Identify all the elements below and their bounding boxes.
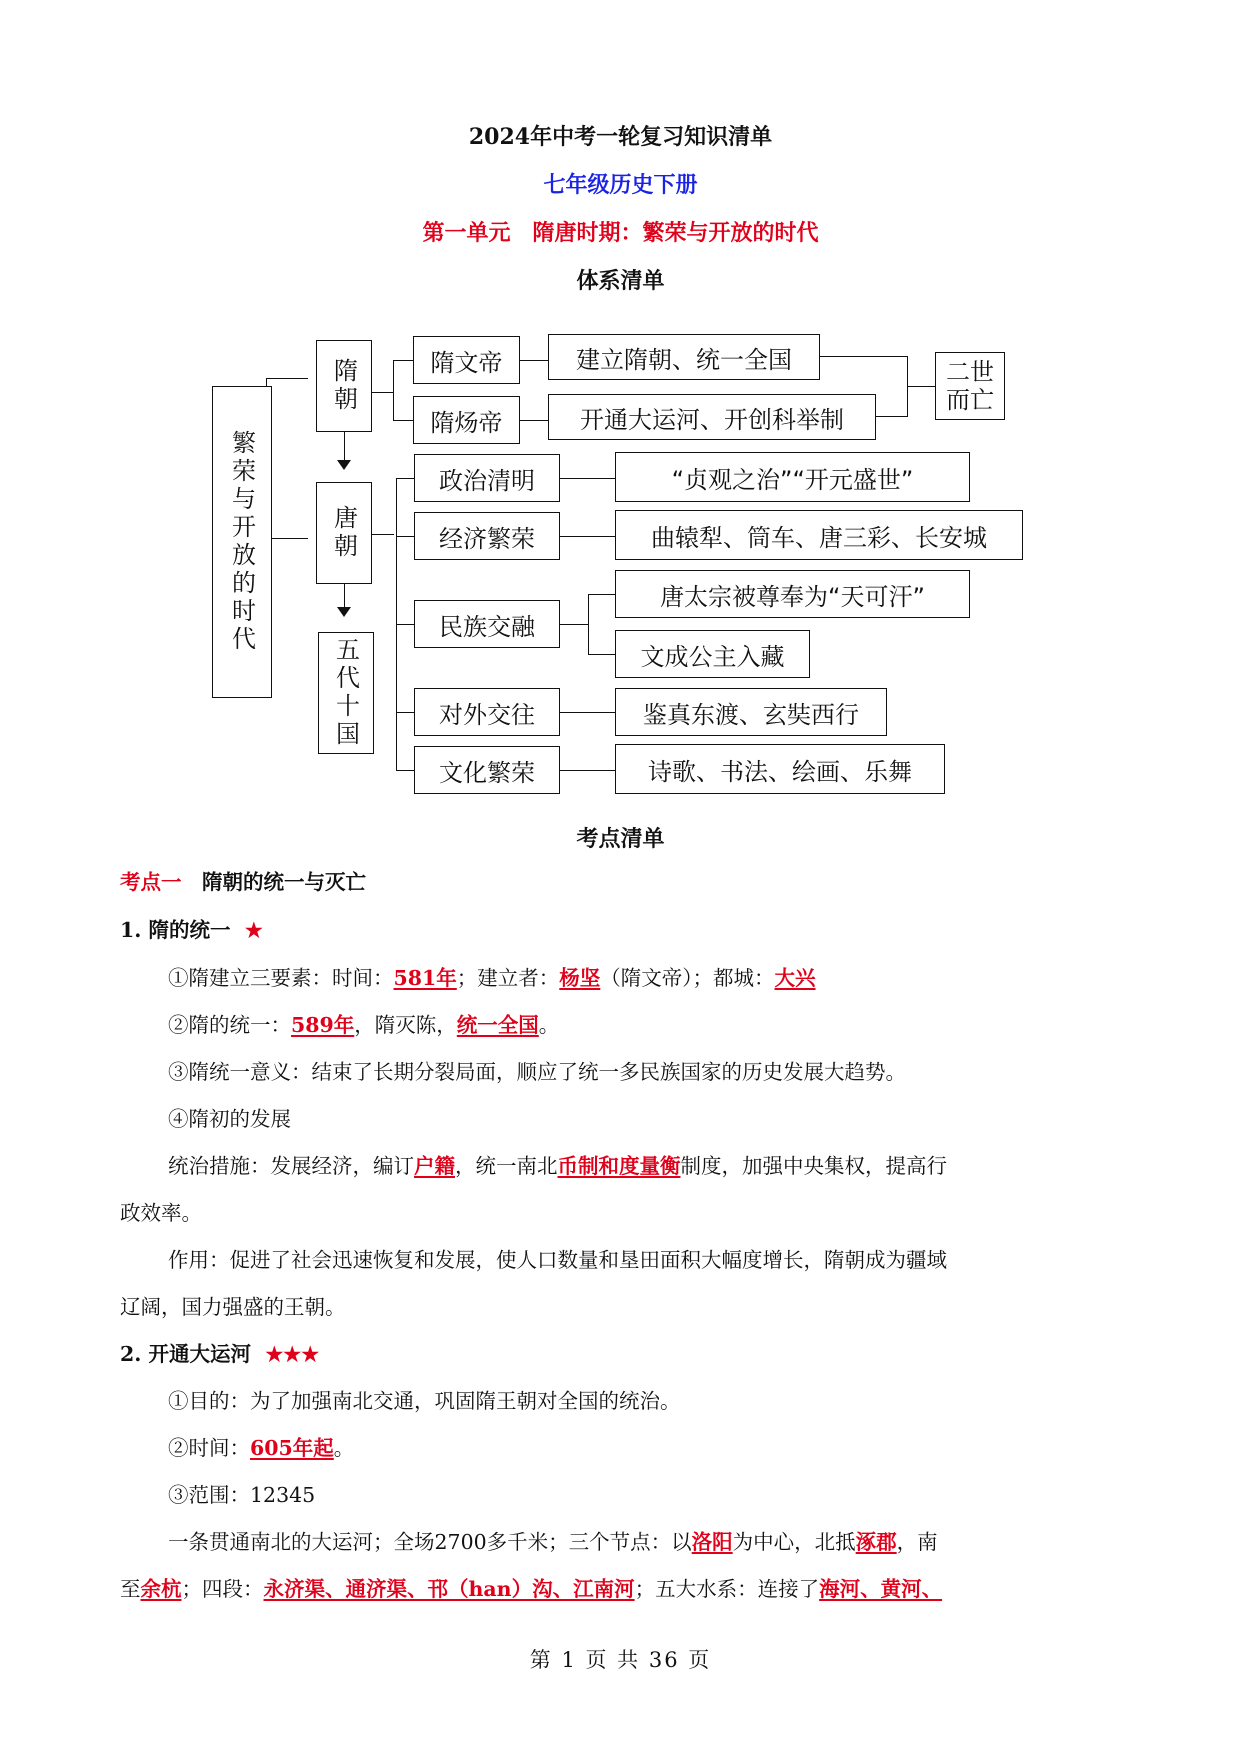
minzu-label: 民族交融 <box>439 612 535 641</box>
para-l2: ②隋的统一：589年，隋灭陈，统一全国。 <box>168 1013 560 1037</box>
connector <box>560 624 588 625</box>
tang-box <box>316 482 372 584</box>
points-list-heading: 考点清单 <box>576 826 665 852</box>
key-term: 洛阳 <box>691 1530 733 1554</box>
connector <box>560 770 615 771</box>
connector <box>560 712 615 713</box>
key-term: 605年起 <box>250 1436 334 1460</box>
minzu-detail-2: 文成公主入藏 <box>640 642 785 671</box>
para-l6: 政效率。 <box>120 1201 202 1225</box>
key-term: 589年 <box>291 1013 355 1037</box>
para-l3: ③隋统一意义：结束了长期分裂局面，顺应了统一多民族国家的历史发展大趋势。 <box>168 1060 906 1084</box>
main-title: 2024年中考一轮复习知识清单 <box>468 124 773 150</box>
key-term: 永济渠、通济渠、邗（han）沟、江南河 <box>263 1577 635 1601</box>
kp1-label: 考点一 <box>120 870 182 894</box>
connector <box>372 534 394 535</box>
wendi-label: 隋文帝 <box>430 348 503 377</box>
key-term: 581年 <box>393 966 457 990</box>
key-term: 涿郡 <box>855 1530 897 1554</box>
wendi-box <box>413 336 520 384</box>
connector <box>560 536 615 537</box>
zhengzhi-box <box>414 454 560 502</box>
key-term: 币制和度量衡 <box>557 1154 681 1178</box>
unit-title: 第一单元 隋唐时期：繁荣与开放的时代 <box>422 220 819 246</box>
ershi-box <box>935 352 1005 420</box>
connector <box>396 770 414 771</box>
yangdi-label: 隋炀帝 <box>430 408 503 437</box>
kp1-title: 隋朝的统一与灭亡 <box>202 870 366 894</box>
wendi-act-box <box>548 334 820 380</box>
subtitle: 七年级历史下册 <box>543 172 698 198</box>
key-term: 大兴 <box>774 966 816 990</box>
wenhua-detail-box <box>615 744 945 794</box>
para-l11: ③范围：12345 <box>168 1483 316 1507</box>
para-l8: 辽阔，国力强盛的王朝。 <box>120 1295 346 1319</box>
duiwai-box <box>414 688 560 736</box>
star-rating: ★★★ <box>265 1342 320 1366</box>
connector <box>588 594 589 654</box>
wenhua-box <box>414 746 560 794</box>
minzu-detail-1: 唐太宗被尊奉为“天可汗” <box>660 582 925 611</box>
jingji-detail: 曲辕犁、筒车、唐三彩、长安城 <box>651 523 987 552</box>
para-l12: 一条贯通南北的大运河；全场2700多千米；三个节点：以洛阳为中心，北抵涿郡，南 <box>168 1530 938 1554</box>
root-box <box>212 386 272 698</box>
duiwai-detail-box <box>615 688 887 736</box>
connector <box>396 712 414 713</box>
minzu-detail-box-1 <box>615 570 970 618</box>
para-l9: ①目的：为了加强南北交通，巩固隋王朝对全国的统治。 <box>168 1389 681 1413</box>
connector <box>372 392 394 393</box>
minzu-detail-box-2 <box>615 630 810 678</box>
tang-label: 唐朝 <box>329 505 358 561</box>
yangdi-act-box <box>548 394 876 440</box>
arrow-head <box>337 460 351 470</box>
zhengzhi-detail: “贞观之治”“开元盛世” <box>671 465 914 494</box>
connector <box>907 386 935 387</box>
para-l7: 作用：促进了社会迅速恢复和发展，使人口数量和垦田面积大幅度增长，隋朝成为疆域 <box>168 1248 947 1272</box>
minzu-box <box>414 600 560 648</box>
duiwai-detail: 鉴真东渡、玄奘西行 <box>643 700 859 729</box>
connector <box>396 478 414 479</box>
connector <box>520 360 548 361</box>
para-l5: 统治措施：发展经济，编订户籍，统一南北币制和度量衡制度，加强中央集权，提高行 <box>168 1154 947 1178</box>
key-term: 海河、黄河、 <box>819 1577 943 1601</box>
connector <box>876 416 908 417</box>
connector <box>393 360 394 420</box>
root-label: 繁荣与开放的时代 <box>227 430 256 654</box>
zhengzhi-detail-box <box>615 452 970 502</box>
para-l1: ①隋建立三要素：时间：581年；建立者：杨坚（隋文帝）；都城：大兴 <box>168 966 816 990</box>
star-rating: ★ <box>244 918 263 942</box>
duiwai-label: 对外交往 <box>439 700 535 729</box>
sui-box <box>316 340 372 432</box>
system-list-heading: 体系清单 <box>576 268 665 294</box>
key-term: 户籍 <box>414 1154 455 1178</box>
zhengzhi-label: 政治清明 <box>439 466 535 495</box>
arrow-head <box>337 607 351 617</box>
wendi-act-label: 建立隋朝、统一全国 <box>576 345 792 374</box>
para-l13: 至余杭；四段：永济渠、通济渠、邗（han）沟、江南河；五大水系：连接了海河、黄河、 <box>120 1577 943 1601</box>
connector <box>266 538 308 539</box>
para-l4: ④隋初的发展 <box>168 1107 291 1131</box>
wudai-box <box>318 632 374 754</box>
yangdi-box <box>413 396 520 444</box>
connector <box>266 378 308 379</box>
connector <box>588 594 615 595</box>
section1-title: 1. 隋的统一 <box>120 918 231 942</box>
connector <box>396 624 414 625</box>
wenhua-label: 文化繁荣 <box>439 758 535 787</box>
key-term: 统一全国 <box>456 1013 539 1037</box>
sui-label: 隋朝 <box>329 358 358 414</box>
connector <box>560 478 615 479</box>
key-term: 余杭 <box>140 1577 182 1601</box>
connector <box>588 654 615 655</box>
section2-title: 2. 开通大运河 <box>120 1342 252 1366</box>
para-l10: ②时间：605年起。 <box>168 1436 355 1460</box>
jingji-label: 经济繁荣 <box>439 524 535 553</box>
kp1-heading <box>120 868 1130 896</box>
jingji-detail-box <box>615 510 1023 560</box>
section2-heading <box>120 1340 1130 1368</box>
page-footer: 第 1 页 共 36 页 <box>529 1648 712 1672</box>
connector <box>820 356 908 357</box>
connector <box>520 420 548 421</box>
yangdi-act-label: 开通大运河、开创科举制 <box>580 405 844 434</box>
connector <box>393 420 413 421</box>
wudai-label: 五代十国 <box>331 637 360 749</box>
section1-heading <box>120 916 1130 944</box>
jingji-box <box>414 512 560 560</box>
key-term: 杨坚 <box>559 966 601 990</box>
ershi-label: 二世而亡 <box>946 358 994 414</box>
wenhua-detail: 诗歌、书法、绘画、乐舞 <box>648 757 912 786</box>
connector <box>396 536 414 537</box>
connector <box>393 360 413 361</box>
